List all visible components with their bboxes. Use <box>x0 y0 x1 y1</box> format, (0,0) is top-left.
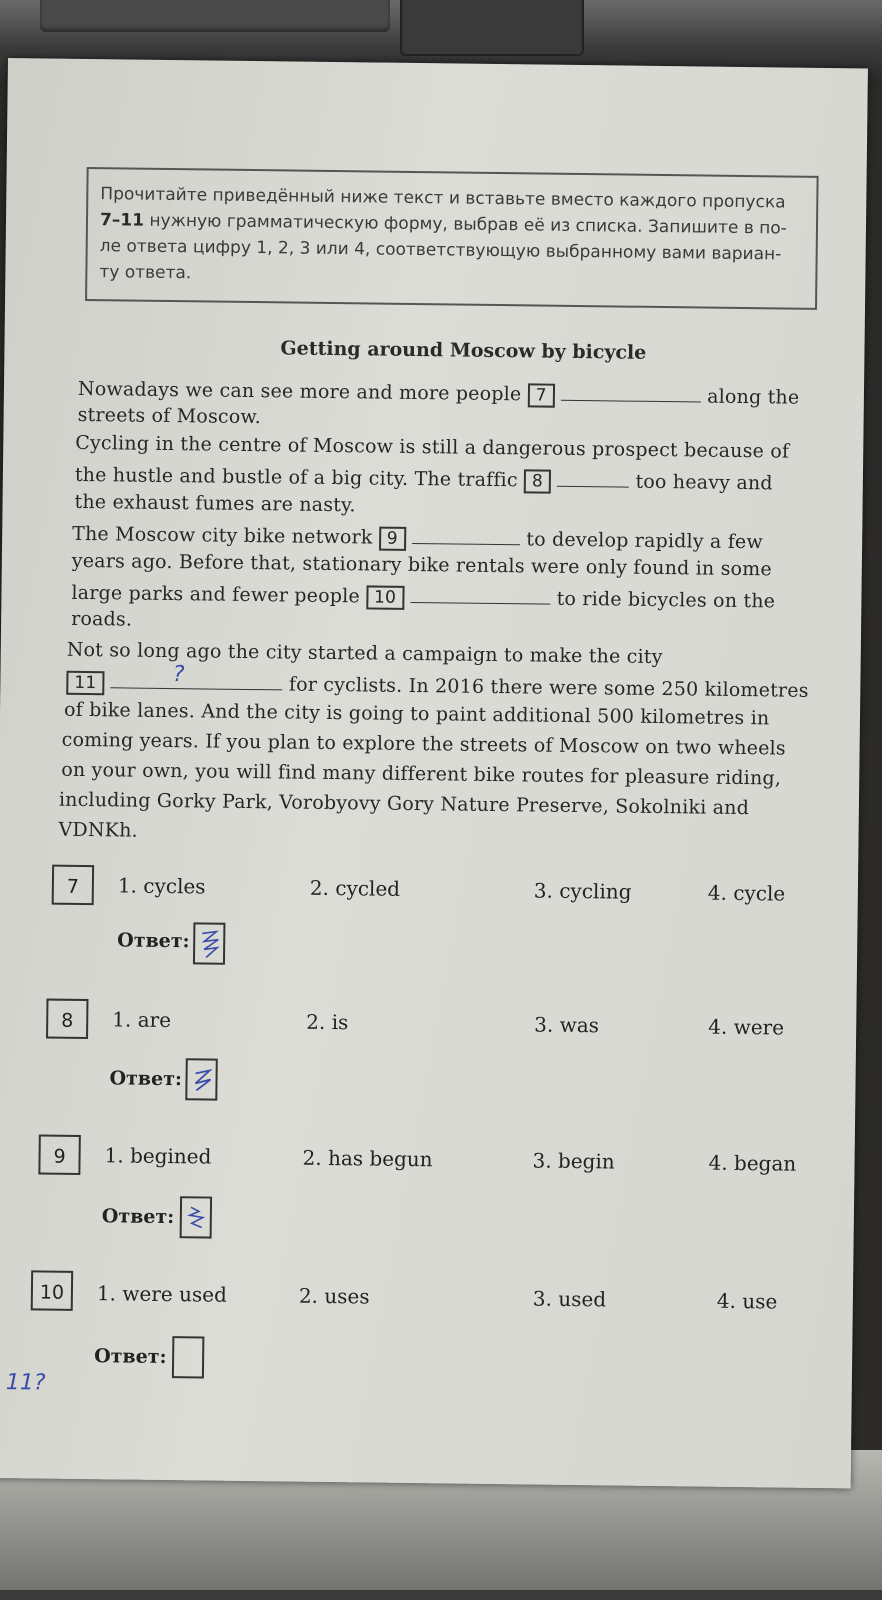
keyboard-key <box>40 0 390 32</box>
option-7-4[interactable]: 4. cycle <box>707 880 786 906</box>
text-fragment: too heavy and <box>635 470 773 495</box>
option-7-3[interactable]: 3. cycling <box>533 878 632 904</box>
gap-9-marker: 9 <box>379 527 406 551</box>
question-10-number: 10 <box>31 1270 73 1311</box>
text-line: Cycling in the centre of Moscow is still a dangerous prospect because of <box>75 431 790 463</box>
text-line: coming years. If you plan to explore the streets of Moscow on two wheels <box>61 728 786 760</box>
answer-label: Ответ: <box>101 1205 175 1229</box>
answer-label: Ответ: <box>94 1345 167 1369</box>
handwritten-answer-scribble <box>190 1063 214 1097</box>
option-10-1[interactable]: 1. were used <box>96 1281 227 1307</box>
gap-8-marker: 8 <box>524 469 551 493</box>
option-9-4[interactable]: 4. began <box>708 1150 797 1176</box>
handwritten-question-mark: ? <box>172 662 185 688</box>
option-8-3[interactable]: 3. was <box>534 1012 600 1038</box>
option-8-1[interactable]: 1. are <box>112 1007 172 1033</box>
handwritten-answer-scribble <box>198 927 222 961</box>
text-line: including Gorky Park, Vorobyovy Gory Nature Preserve, Sokolniki and <box>58 788 750 820</box>
text-fragment: The Moscow city bike network <box>72 522 373 549</box>
handwritten-margin-note: 11? <box>5 1370 46 1396</box>
text-line: of bike lanes. And the city is going to paint additional 500 kilometres in <box>63 698 770 730</box>
question-9-number: 9 <box>38 1134 80 1175</box>
text-line: roads. <box>71 607 133 631</box>
text-line: streets of Moscow. <box>77 403 262 429</box>
option-10-3[interactable]: 3. used <box>532 1286 607 1312</box>
handwritten-answer-scribble <box>185 1201 209 1235</box>
option-8-2[interactable]: 2. is <box>306 1009 349 1035</box>
instruction-text: нужную грамматическую форму, выбрав её из списка. Запишите в по- <box>143 210 788 239</box>
instruction-box <box>85 167 819 310</box>
answer-label: Ответ: <box>117 929 190 953</box>
worksheet-page <box>0 58 868 1488</box>
text-line: Not so long ago the city started a campaign to make the city <box>66 638 663 669</box>
option-10-4[interactable]: 4. use <box>716 1288 778 1314</box>
text-fragment: the hustle and bustle of a big city. The traffic <box>74 463 518 492</box>
keyboard-key <box>400 0 584 56</box>
task-range: 7–11 <box>99 210 145 231</box>
text-fragment: for cyclists. In 2016 there were some 250 kilometres <box>288 673 809 702</box>
answer-10-box[interactable] <box>172 1336 205 1378</box>
text-line: on your own, you will find many different bike routes for pleasure riding, <box>61 758 782 790</box>
gap-7-blank <box>561 382 701 403</box>
text-line: years ago. Before that, stationary bike rentals were only found in some <box>71 549 773 581</box>
gap-10-blank <box>410 584 550 605</box>
text-fragment: large parks and fewer people <box>71 581 361 608</box>
text-line <box>66 662 809 704</box>
option-10-2[interactable]: 2. uses <box>298 1283 370 1309</box>
gap-11-marker: 11 <box>66 671 104 695</box>
option-7-2[interactable]: 2. cycled <box>309 875 401 901</box>
answer-8-box[interactable] <box>185 1058 218 1100</box>
instruction-line: ле ответа цифру 1, 2, 3 или 4, соответствующую выбранному вами вариан- <box>99 236 782 265</box>
option-8-4[interactable]: 4. were <box>708 1014 785 1040</box>
question-8-number: 8 <box>46 999 88 1040</box>
table-edge <box>0 1590 882 1600</box>
gap-8-blank <box>557 468 629 488</box>
gap-11-blank <box>111 662 283 690</box>
text-fragment: to develop rapidly a few <box>526 528 764 554</box>
answer-7-box[interactable] <box>193 922 226 964</box>
text-fragment: along the <box>707 385 800 409</box>
text-line <box>71 580 775 615</box>
text-line <box>72 521 763 555</box>
answer-label: Ответ: <box>109 1067 183 1091</box>
gap-10-marker: 10 <box>366 585 404 609</box>
option-9-1[interactable]: 1. begined <box>104 1143 212 1169</box>
text-line: the exhaust fumes are nasty. <box>74 490 356 517</box>
gap-9-blank <box>412 525 520 545</box>
text-fragment: Nowadays we can see more and more people <box>77 377 522 406</box>
text-title: Getting around Moscow by bicycle <box>280 337 647 364</box>
instruction-line: ту ответа. <box>99 262 192 284</box>
text-fragment: to ride bicycles on the <box>556 587 776 613</box>
option-9-3[interactable]: 3. begin <box>532 1148 615 1174</box>
option-7-1[interactable]: 1. cycles <box>117 873 206 899</box>
text-line: VDNKh. <box>58 818 138 842</box>
option-9-2[interactable]: 2. has begun <box>302 1145 433 1172</box>
gap-7-marker: 7 <box>528 383 555 407</box>
question-7-number: 7 <box>52 865 94 906</box>
instruction-line: Прочитайте приведённый ниже текст и вставьте вместо каждого пропуска <box>100 184 786 213</box>
answer-9-box[interactable] <box>180 1196 213 1238</box>
